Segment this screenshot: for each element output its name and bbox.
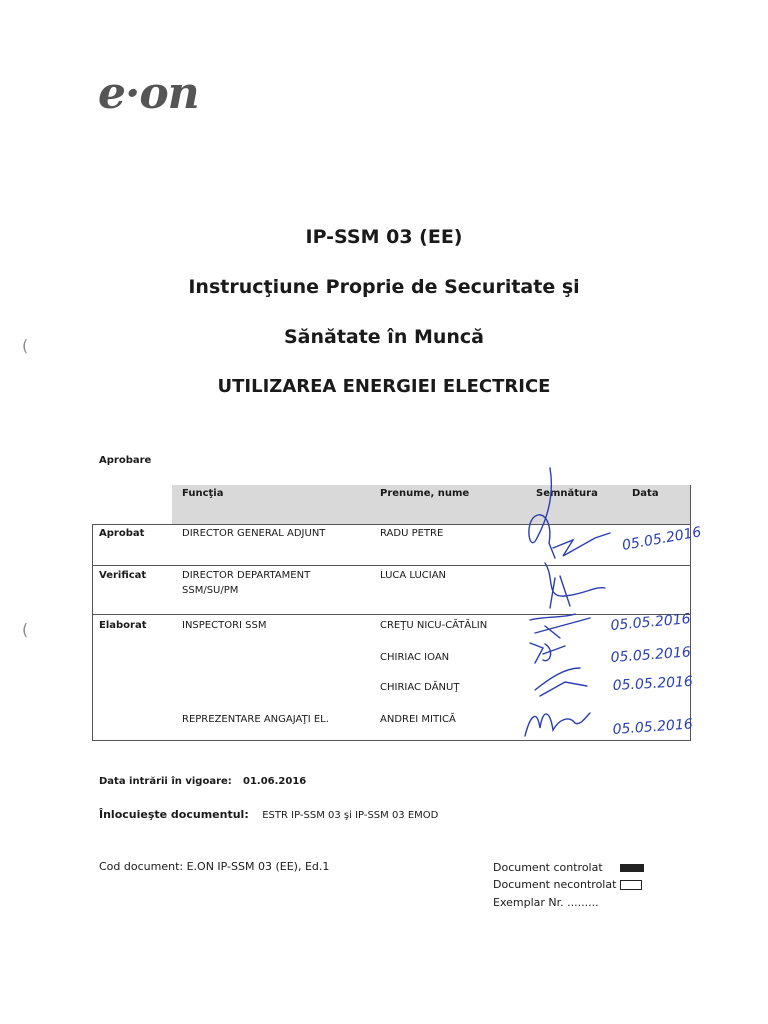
row-name: CREŢU NICU-CĂTĂLIN [380,620,488,631]
document-code-title: IP-SSM 03 (EE) [305,226,463,248]
row-function: DIRECTOR GENERAL ADJUNT [182,528,326,539]
col-header-function: Funcţia [182,488,224,499]
document-subject: UTILIZAREA ENERGIEI ELECTRICE [217,376,551,397]
signature-cretu [530,614,590,638]
controlled-label: Document controlat [493,861,603,874]
row-label: Elaborat [99,620,147,631]
signature-andrei [525,713,590,736]
approval-heading: Aprobare [99,455,152,466]
margin-mark: ( [22,336,29,355]
date-chiriac-danut: 05.05.2016 [612,673,694,694]
signature-verificat [545,563,605,596]
row-name: CHIRIAC IOAN [380,652,450,663]
col-header-name: Prenume, nume [380,488,470,499]
uncontrolled-marker [493,878,642,891]
replaces-label: Înlocuieşte documentul: [99,808,249,821]
uncontrolled-label: Document necontrolat [493,878,617,891]
row-name: LUCA LUCIAN [380,570,447,581]
date-cretu: 05.05.2016 [609,611,692,634]
row-label: Verificat [99,570,147,581]
col-header-date: Data [632,488,659,499]
row-label: Aprobat [99,528,145,539]
row-name: CHIRIAC DĂNUŢ [380,682,460,693]
replaces-document [99,808,438,821]
row-function: REPREZENTARE ANGAJAŢI EL. [182,714,329,725]
uncontrolled-checkbox [620,880,642,890]
row-name: RADU PETRE [380,528,444,539]
table-rule [92,524,93,741]
col-header-signature: Semnătura [536,488,598,499]
replaces-value: ESTR IP-SSM 03 şi IP-SSM 03 EMOD [262,810,439,821]
controlled-marker [493,861,644,874]
effective-date-label: Data intrării în vigoare: [99,776,232,787]
date-andrei: 05.05.2016 [612,716,694,738]
signature-chiriac-ioan [530,643,565,663]
signature-verificat [550,576,570,608]
effective-date [99,776,306,787]
effective-date-value: 01.06.2016 [243,776,307,787]
row-function: INSPECTORI SSM [182,620,267,631]
title-line-2: Sănătate în Muncă [283,326,485,348]
row-function: DIRECTOR DEPARTAMENT SSM/SU/PM [182,570,311,596]
signature-chiriac-danut [535,668,587,696]
row-name: ANDREI MITICĂ [380,714,456,725]
eon-logo: e·on [98,68,199,119]
handwritten-dates [610,524,703,738]
controlled-checkbox [620,864,644,872]
copy-number: Exemplar Nr. ......... [493,896,599,909]
title-line-1: Instrucţiune Proprie de Securitate şi [188,276,580,298]
margin-mark: ( [22,620,29,639]
handwritten-signatures [515,468,715,748]
document-code: Cod document: E.ON IP-SSM 03 (EE), Ed.1 [99,860,330,873]
signature-aprobat [529,468,555,558]
date-chiriac-ioan: 05.05.2016 [610,644,692,666]
date-aprobat: 05.05.2016 [620,524,703,554]
signature-aprobat [553,533,610,556]
